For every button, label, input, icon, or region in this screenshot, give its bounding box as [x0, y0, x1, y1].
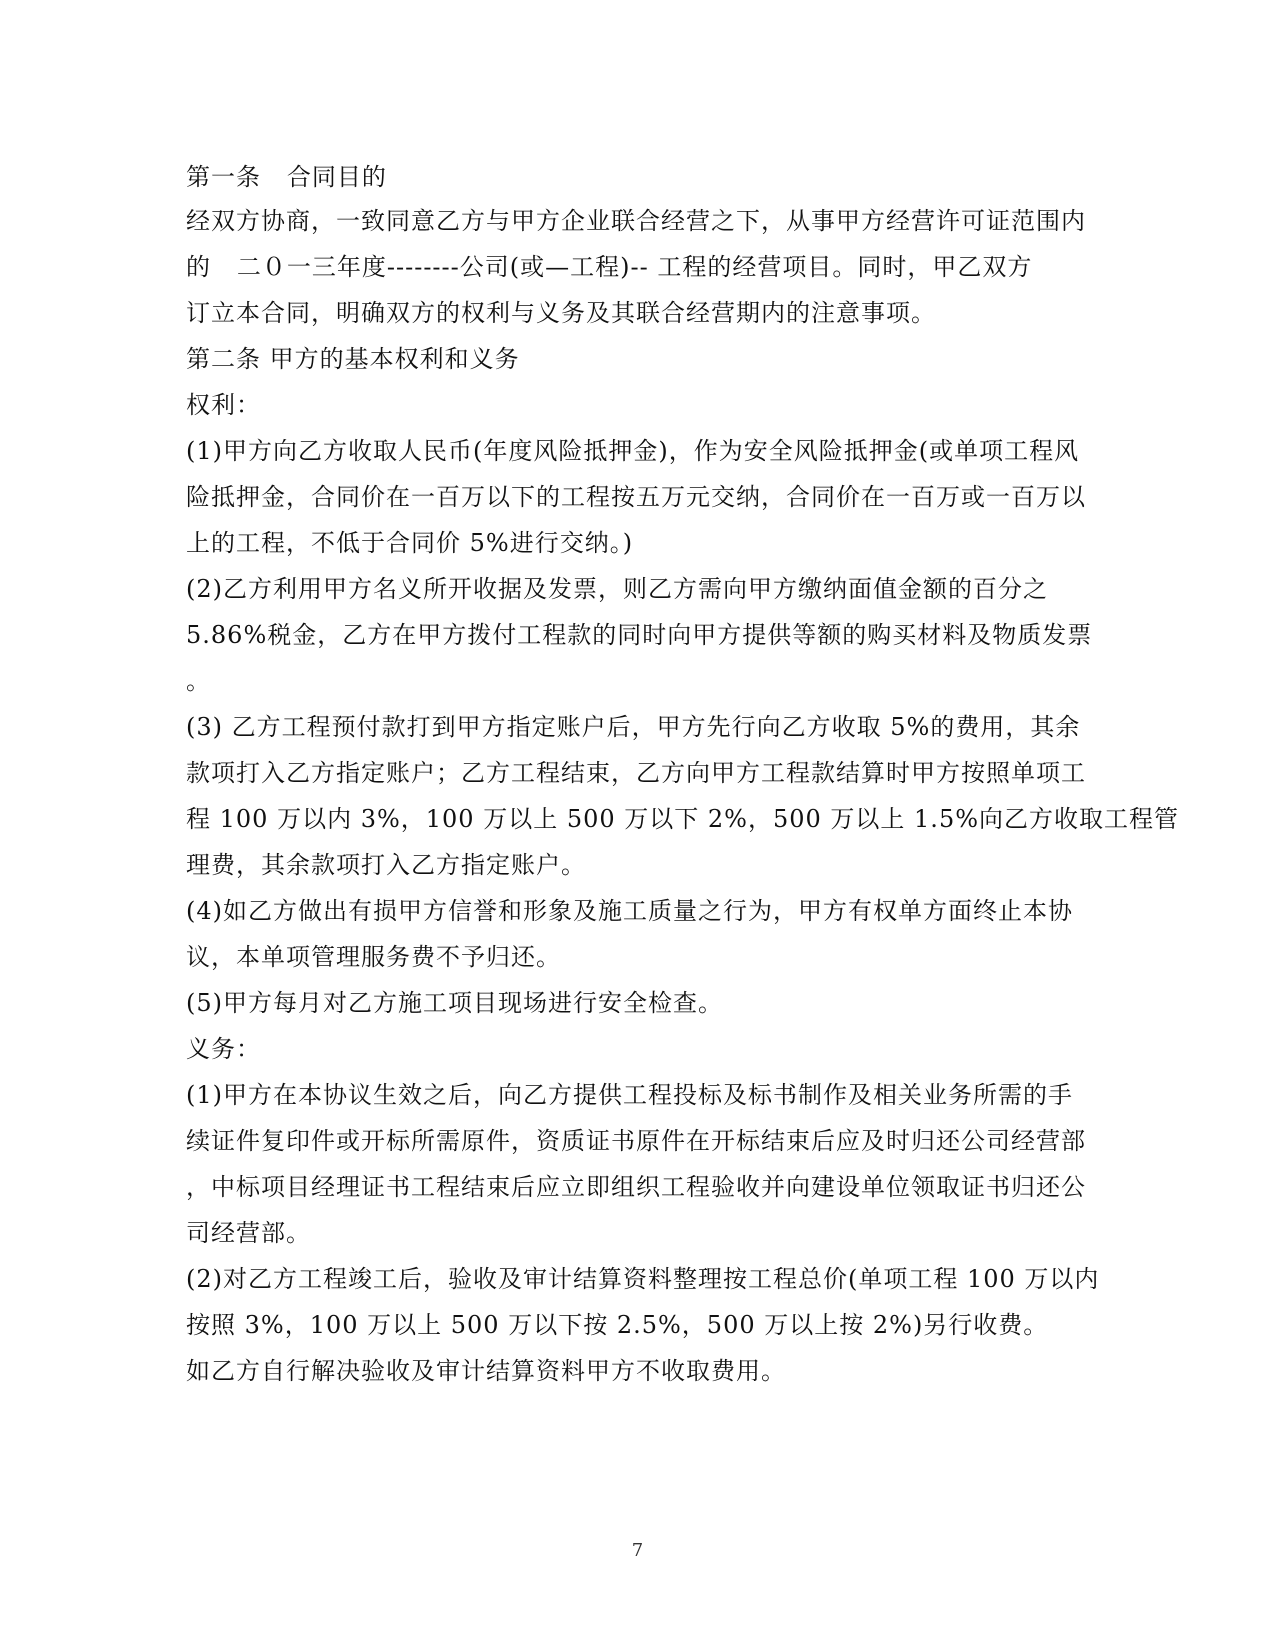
text-line: (4)如乙方做出有损甲方信誉和形象及施工质量之行为，甲方有权单方面终止本协 — [186, 897, 1073, 925]
text-line: (2)乙方利用甲方名义所开收据及发票，则乙方需向甲方缴纳面值金额的百分之 — [186, 575, 1048, 603]
text-line: 如乙方自行解决验收及审计结算资料甲方不收取费用。 — [186, 1357, 786, 1385]
text-line: 5.86%税金，乙方在甲方拨付工程款的同时向甲方提供等额的购买材料及物质发票 — [186, 621, 1093, 649]
text-line: 款项打入乙方指定账户；乙方工程结束，乙方向甲方工程款结算时甲方按照单项工 — [186, 759, 1086, 787]
text-line: 续证件复印件或开标所需原件，资质证书原件在开标结束后应及时归还公司经营部 — [186, 1127, 1086, 1155]
text-line: 的 二０一三年度--------公司(或—工程)-- 工程的经营项目。同时，甲乙双方 — [186, 253, 1033, 281]
text-line: 订立本合同，明确双方的权利与义务及其联合经营期内的注意事项。 — [186, 299, 936, 327]
text-line: 经双方协商，一致同意乙方与甲方企业联合经营之下，从事甲方经营许可证范围内 — [186, 207, 1086, 235]
page-number: 7 — [631, 1540, 644, 1561]
text-line: 险抵押金，合同价在一百万以下的工程按五万元交纳，合同价在一百万或一百万以 — [186, 483, 1086, 511]
text-line: (3) 乙方工程预付款打到甲方指定账户后，甲方先行向乙方收取 5%的费用，其余 — [186, 713, 1081, 741]
text-line: 司经营部。 — [186, 1219, 311, 1247]
text-line: ，中标项目经理证书工程结束后应立即组织工程验收并向建设单位领取证书归还公 — [186, 1173, 1086, 1201]
text-line: 按照 3%，100 万以上 500 万以下按 2.5%，500 万以上按 2%)另行收费。 — [186, 1311, 1049, 1339]
article-1-heading: 第一条 合同目的 — [186, 163, 387, 191]
text-line: (1)甲方向乙方收取人民币(年度风险抵押金)，作为安全风险抵押金(或单项工程风 — [186, 437, 1080, 465]
text-line: 。 — [186, 667, 211, 695]
text-line: 理费，其余款项打入乙方指定账户。 — [186, 851, 586, 879]
text-line: (5)甲方每月对乙方施工项目现场进行安全检查。 — [186, 989, 723, 1017]
obligations-heading: 义务： — [186, 1035, 261, 1063]
text-line: 议，本单项管理服务费不予归还。 — [186, 943, 561, 971]
text-line: (2)对乙方工程竣工后，验收及审计结算资料整理按工程总价(单项工程 100 万以内 — [186, 1265, 1100, 1293]
text-line: 上的工程，不低于合同价 5%进行交纳。) — [186, 529, 634, 557]
text-line: (1)甲方在本协议生效之后，向乙方提供工程投标及标书制作及相关业务所需的手 — [186, 1081, 1073, 1109]
rights-heading: 权利： — [186, 391, 261, 419]
text-line: 程 100 万以内 3%，100 万以上 500 万以下 2%，500 万以上 1.5%向乙方收取工程管 — [186, 805, 1180, 833]
article-2-heading: 第二条 甲方的基本权利和义务 — [186, 345, 520, 373]
